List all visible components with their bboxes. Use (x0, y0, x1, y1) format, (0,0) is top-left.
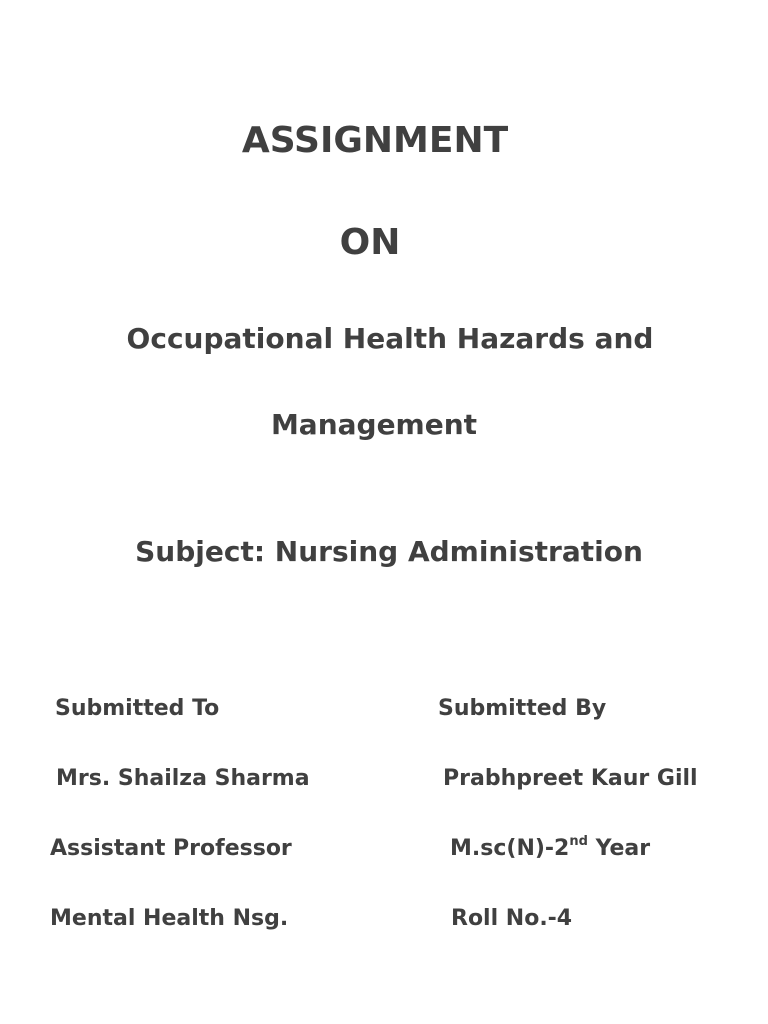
topic-line-2: Management (270, 408, 478, 441)
title-assignment: ASSIGNMENT (241, 120, 509, 161)
submitted-to-title: Assistant Professor (50, 836, 292, 861)
submitted-to-name: Mrs. Shailza Sharma (56, 766, 310, 791)
submitted-by-name: Prabhpreet Kaur Gill (443, 766, 698, 791)
submitted-by-heading: Submitted By (438, 696, 607, 721)
submitted-to-heading: Submitted To (55, 696, 220, 721)
subject-line: Subject: Nursing Administration (135, 535, 643, 568)
course-suffix: Year (587, 836, 651, 861)
course-prefix: M.sc(N)-2 (450, 836, 570, 861)
submitted-by-roll: Roll No.-4 (451, 906, 573, 931)
topic-line-1: Occupational Health Hazards and (126, 322, 654, 355)
submitted-by-course (450, 833, 651, 861)
submitted-to-department: Mental Health Nsg. (50, 906, 289, 931)
title-on: ON (339, 222, 401, 263)
course-ordinal-suffix: nd (569, 833, 588, 849)
